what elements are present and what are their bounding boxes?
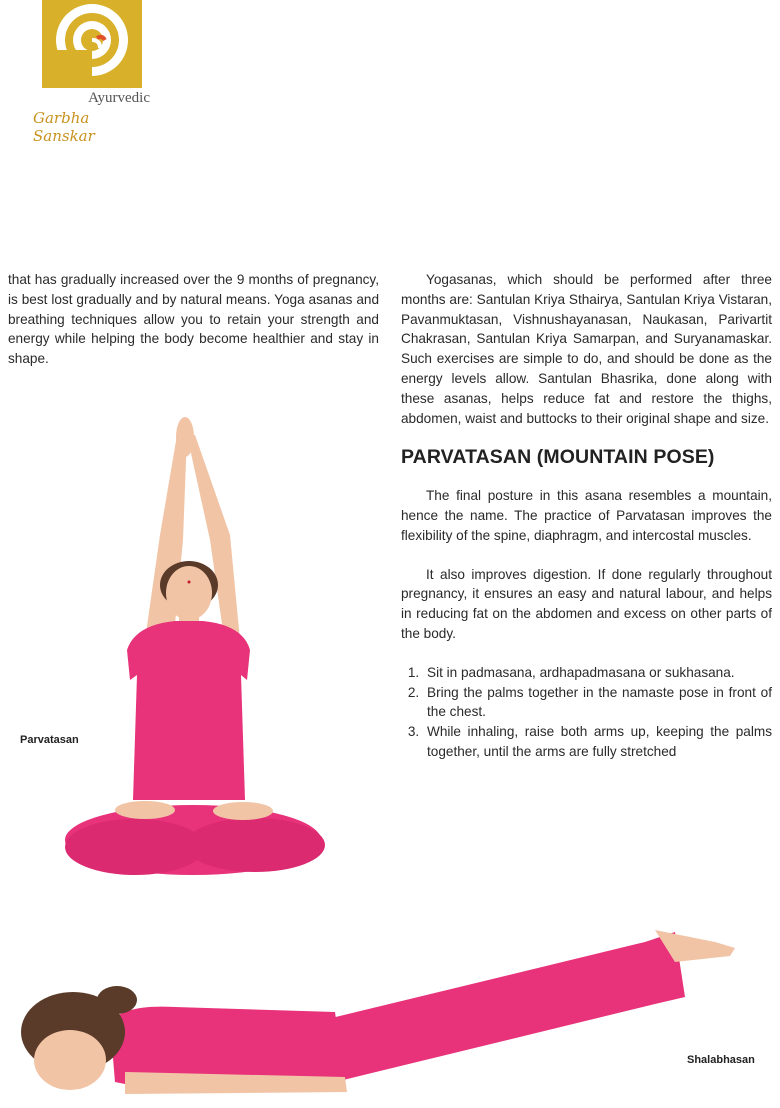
caption-shalabhasan: Shalabhasan bbox=[687, 1054, 755, 1066]
logo-subtitle: Garbha Sanskar bbox=[33, 109, 95, 145]
lying-yoga-figure bbox=[15, 912, 740, 1108]
intro-paragraph: Yogasanas, which should be performed after three months are: Santulan Kriya Sthairya, Santulan Kriya Vistaran, Pavanmuktasan, Vishnushayanasan, Naukasan, Parivartit Chakrasan, Santulan Kriya Samarpan, and Suryanamaskar. Such exercises are simple to do, and should be done as the energy levels allow. Santulan Bhasrika, done along with these asanas, helps reduce fat and restore the thighs, abdomen, waist and buttocks to their original shape and size. bbox=[401, 272, 772, 426]
list-item: 3. While inhaling, raise both arms up, keeping the palms together, until the arms are fully stretched bbox=[423, 722, 772, 762]
description-paragraph-1: The final posture in this asana resembles a mountain, hence the name. The practice of Parvatasan improves the flexibility of the spine, diaphragm, and intercostal muscles. bbox=[401, 488, 772, 543]
left-column bbox=[8, 270, 379, 369]
logo bbox=[42, 0, 142, 88]
caption-parvatasan: Parvatasan bbox=[20, 734, 79, 746]
section-heading: PARVATASAN (MOUNTAIN POSE) bbox=[401, 446, 715, 469]
description-paragraph-2: It also improves digestion. If done regularly throughout pregnancy, it ensures an easy and natural labour, and helps in reducing fat on the abdomen and excess on other parts of the body. bbox=[401, 566, 772, 641]
logo-title: Ayurvedic bbox=[88, 90, 150, 106]
seated-yoga-figure bbox=[65, 415, 330, 880]
list-item: 2. Bring the palms together in the namaste pose in front of the chest. bbox=[423, 683, 772, 723]
right-column bbox=[401, 270, 772, 762]
left-paragraph: that has gradually increased over the 9 months of pregnancy, is best lost gradually and by natural means. Yoga asanas and breathing techniques allow you to retain your strength and energy while helping the body become healthier and stay in shape. bbox=[8, 272, 379, 367]
steps-list bbox=[401, 663, 772, 762]
list-item: 1. Sit in padmasana, ardhapadmasana or sukhasana. bbox=[423, 663, 772, 683]
spiral-logo-icon bbox=[42, 0, 142, 88]
